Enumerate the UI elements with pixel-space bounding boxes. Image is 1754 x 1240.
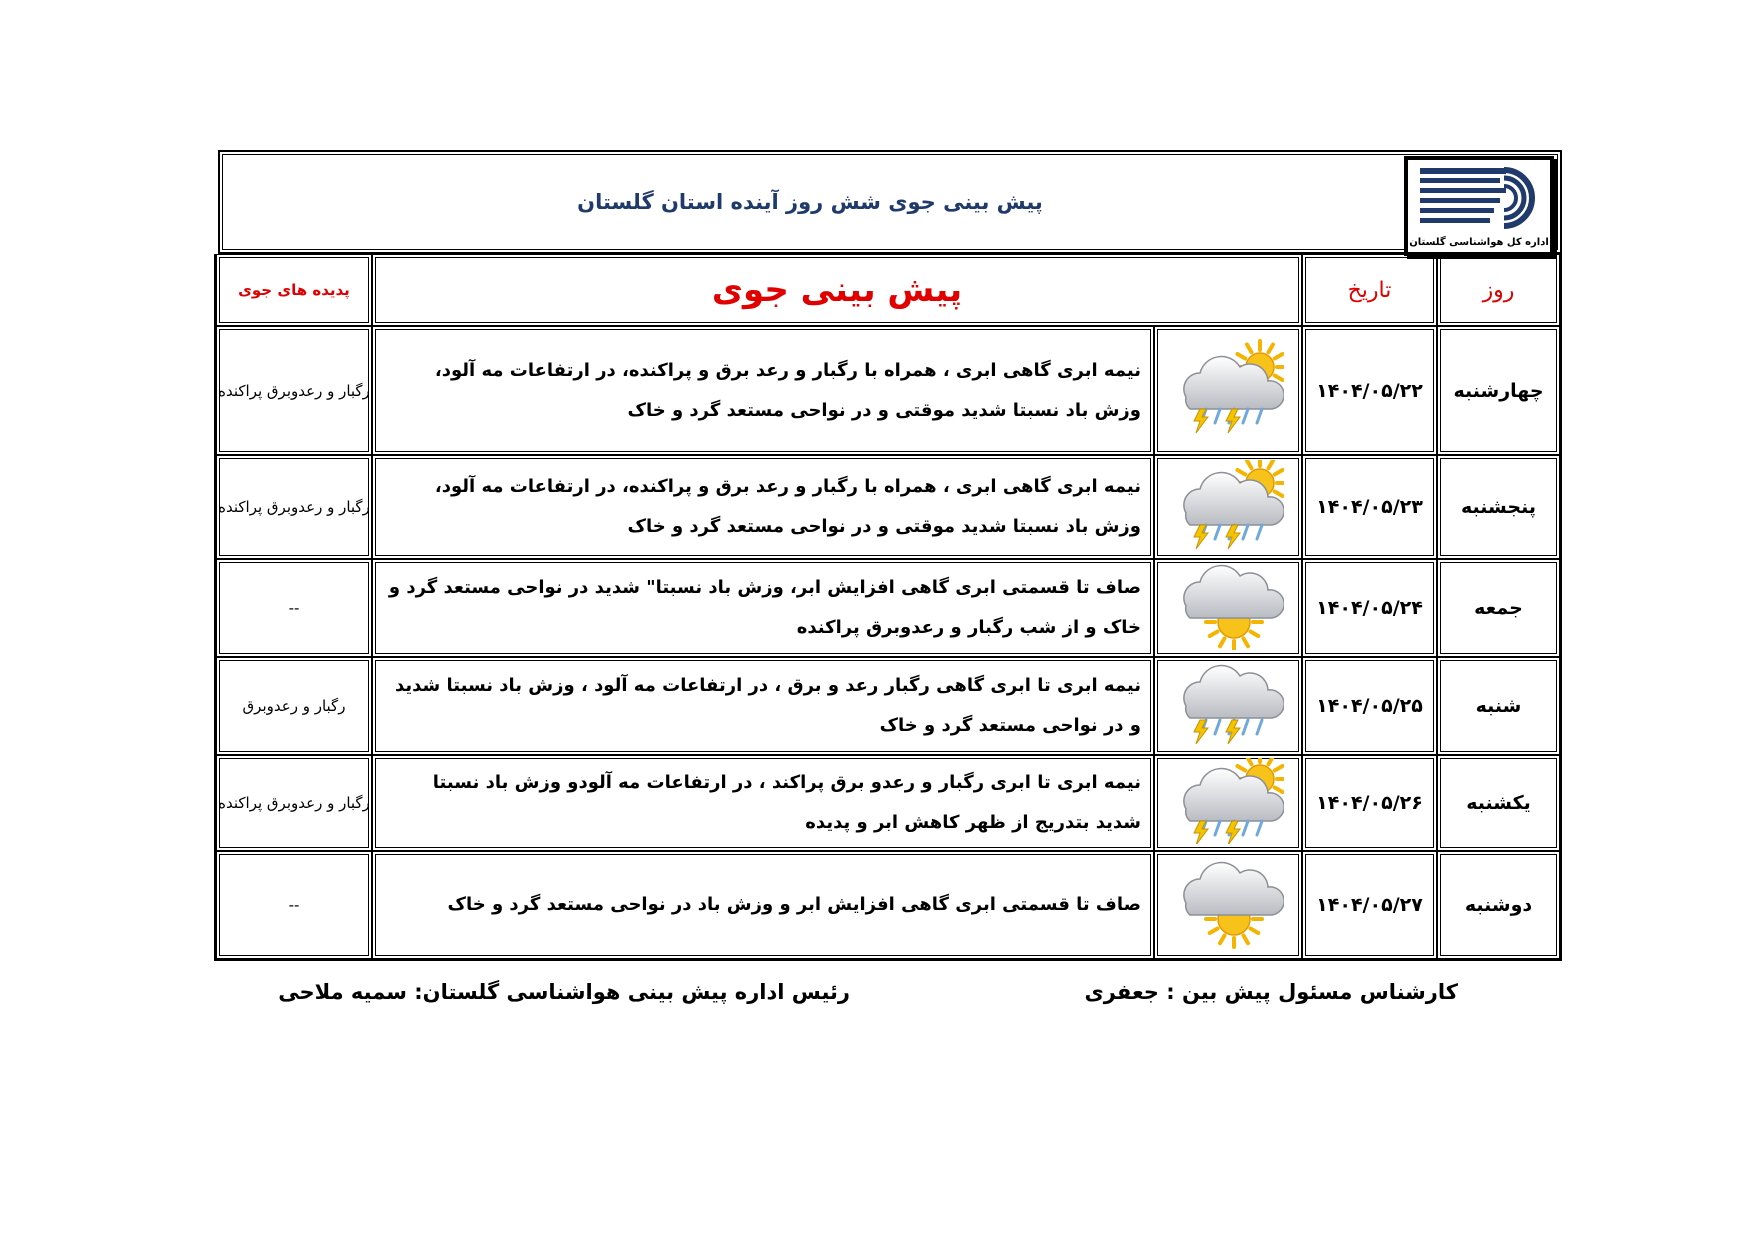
forecast-text: صاف تا قسمتی ابری گاهی افزایش ابر، وزش باد نسبتا" شدید در نواحی مستعد گرد و خاک و از شب رگبار و رعدوبرق پراکنده	[372, 559, 1154, 657]
page-title: پیش بینی جوی شش روز آینده استان گلستان	[577, 190, 1043, 214]
date-cell: ۱۴۰۴/۰۵/۲۳	[1302, 455, 1437, 559]
department-head-signature: رئیس اداره پیش بینی هواشناسی گلستان: سمیه ملاحی	[278, 980, 850, 1004]
weather-icon-cell	[1154, 559, 1302, 657]
column-header-day: روز	[1437, 254, 1560, 326]
partly-cloudy-thunderstorm-icon	[1172, 460, 1284, 550]
meteorological-organization-logo-icon	[1412, 162, 1546, 234]
cloud-thunderstorm-icon	[1172, 660, 1284, 748]
forecaster-signature: کارشناس مسئول پیش بین : جعفری	[1084, 980, 1458, 1004]
table-header-row	[216, 254, 1560, 326]
day-cell: جمعه	[1437, 559, 1560, 657]
day-cell: شنبه	[1437, 657, 1560, 755]
weather-icon-cell	[1154, 657, 1302, 755]
date-cell: ۱۴۰۴/۰۵/۲۴	[1302, 559, 1437, 657]
column-header-date: تاریخ	[1302, 254, 1437, 326]
logo-caption: اداره کل هواشناسی گلستان	[1409, 237, 1549, 248]
table-row	[216, 326, 1560, 455]
date-cell: ۱۴۰۴/۰۵/۲۵	[1302, 657, 1437, 755]
date-cell: ۱۴۰۴/۰۵/۲۲	[1302, 326, 1437, 455]
column-header-phenomena: پدیده های جوی	[216, 254, 372, 326]
table-row	[216, 559, 1560, 657]
phenomena-cell: رگبار و رعدوبرق پراکنده	[216, 326, 372, 455]
day-cell: یکشنبه	[1437, 755, 1560, 851]
table-row	[216, 755, 1560, 851]
partly-cloudy-thunderstorm-icon	[1172, 758, 1284, 844]
forecast-text: صاف تا قسمتی ابری گاهی افزایش ابر و وزش باد در نواحی مستعد گرد و خاک	[372, 851, 1154, 959]
cloud-sun-icon	[1172, 562, 1284, 650]
phenomena-cell: رگبار و رعدوبرق پراکنده	[216, 455, 372, 559]
forecast-table	[214, 254, 1562, 961]
phenomena-cell: --	[216, 559, 372, 657]
partly-cloudy-thunderstorm-icon	[1172, 339, 1284, 439]
header-box	[218, 150, 1562, 254]
day-cell: پنجشنبه	[1437, 455, 1560, 559]
weather-icon-cell	[1154, 755, 1302, 851]
phenomena-cell: --	[216, 851, 372, 959]
table-row	[216, 455, 1560, 559]
forecast-text: نیمه ابری گاهی ابری ، همراه با رگبار و رعد برق و پراکنده، در ارتفاعات مه آلود، وزش باد نسبتا شدید موقتی و در نواحی مستعد گرد و خاک	[372, 326, 1154, 455]
date-cell: ۱۴۰۴/۰۵/۲۷	[1302, 851, 1437, 959]
forecast-text: نیمه ابری گاهی ابری ، همراه با رگبار و رعد برق و پراکنده، در ارتفاعات مه آلود، وزش باد نسبتا شدید موقتی و در نواحی مستعد گرد و خاک	[372, 455, 1154, 559]
forecast-text: نیمه ابری تا ابری رگبار و رعدو برق پراکند ، در ارتفاعات مه آلودو وزش باد نسبتا شدید بتدریج از ظهر کاهش ابر و پدیده	[372, 755, 1154, 851]
cloud-sun-icon	[1172, 855, 1284, 951]
column-header-forecast: پیش بینی جوی	[372, 254, 1302, 326]
date-cell: ۱۴۰۴/۰۵/۲۶	[1302, 755, 1437, 851]
organization-logo	[1404, 156, 1554, 256]
table-row	[216, 657, 1560, 755]
phenomena-cell: رگبار و رعدوبرق پراکنده	[216, 755, 372, 851]
day-cell: دوشنبه	[1437, 851, 1560, 959]
forecast-text: نیمه ابری تا ابری گاهی رگبار رعد و برق ، در ارتفاعات مه آلود ، وزش باد نسبتا شدید و در نواحی مستعد گرد و خاک	[372, 657, 1154, 755]
weather-icon-cell	[1154, 851, 1302, 959]
weather-icon-cell	[1154, 326, 1302, 455]
day-cell: چهارشنبه	[1437, 326, 1560, 455]
table-row	[216, 851, 1560, 959]
forecast-sheet	[218, 150, 1562, 961]
phenomena-cell: رگبار و رعدوبرق	[216, 657, 372, 755]
weather-icon-cell	[1154, 455, 1302, 559]
